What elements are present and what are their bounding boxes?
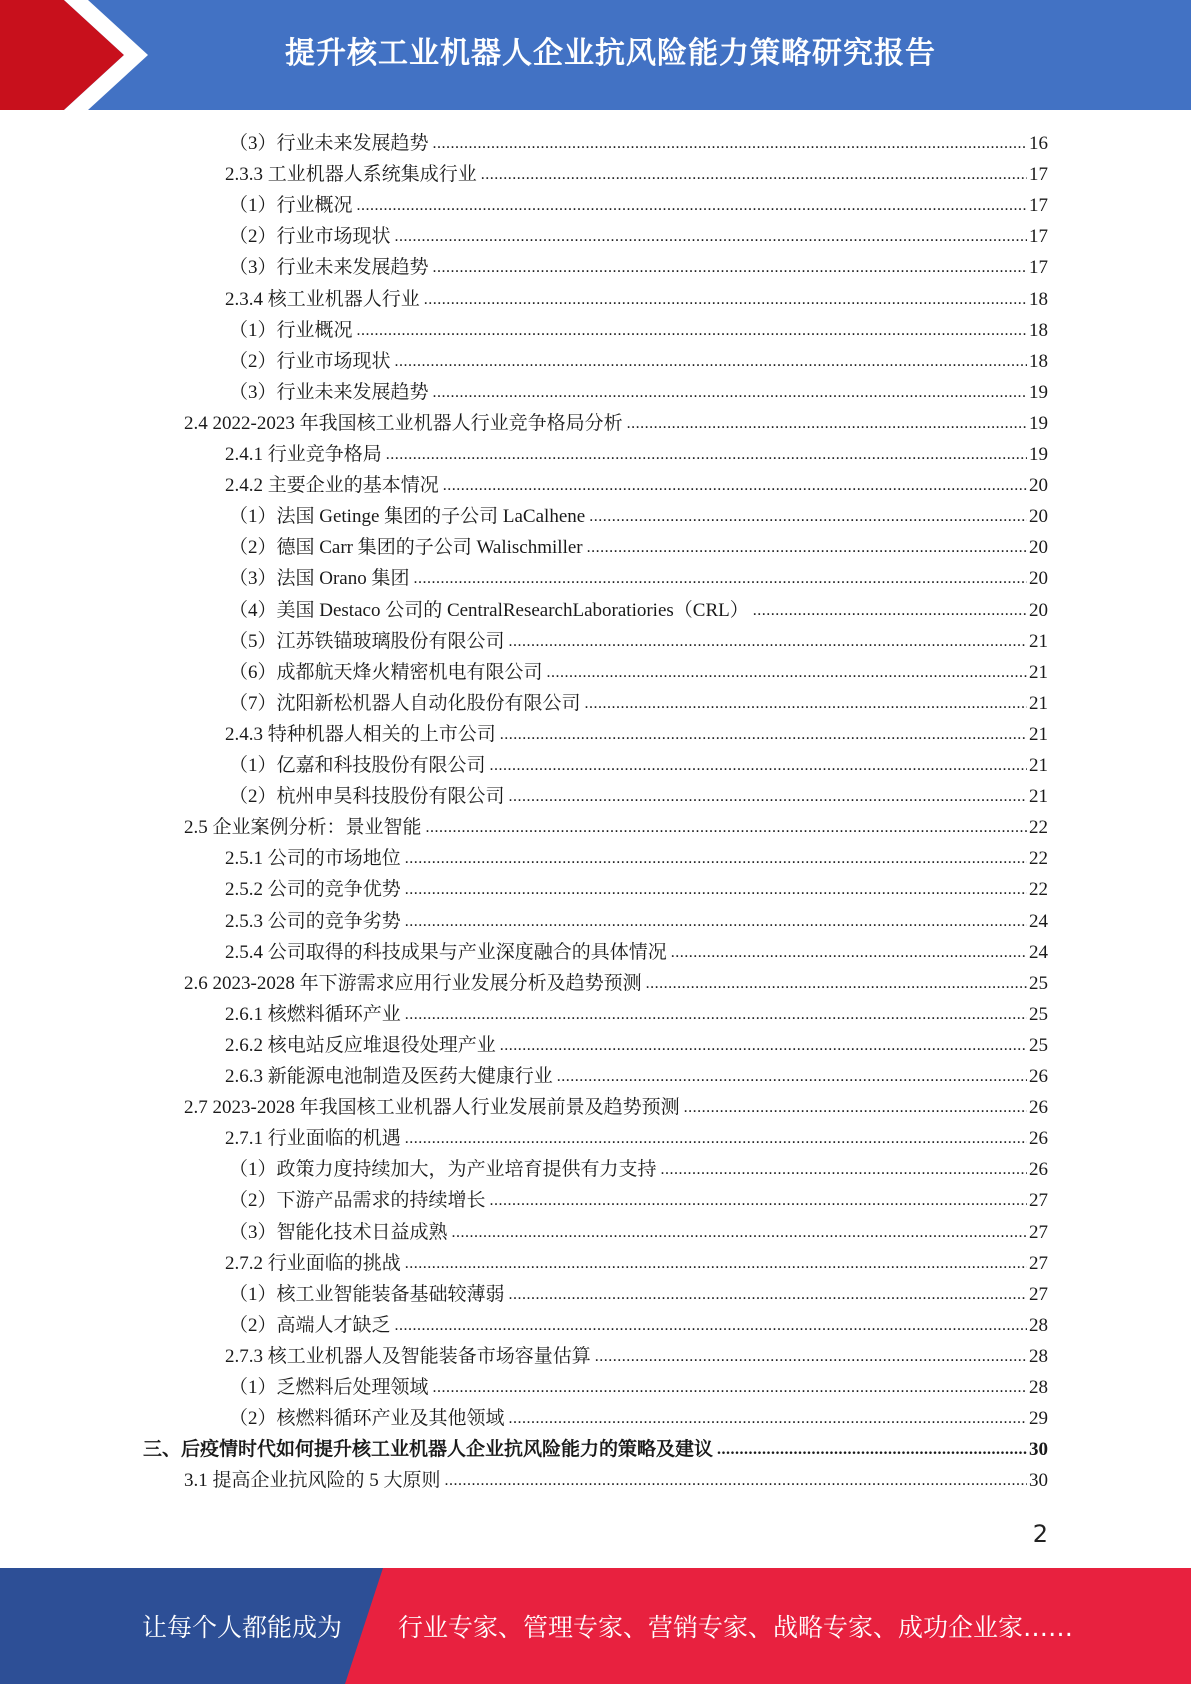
toc-entry-page: 28 [1029, 1345, 1048, 1367]
toc-entry-label: 2.4.3 特种机器人相关的上市公司 [225, 723, 496, 745]
toc-entry-page: 27 [1029, 1283, 1048, 1305]
toc-dot-leader [557, 1061, 1027, 1092]
toc-dot-leader [413, 563, 1027, 594]
toc-entry-label: （2）高端人才缺乏 [229, 1314, 391, 1336]
toc-entry-page: 17 [1029, 164, 1048, 186]
toc-dot-leader [405, 999, 1027, 1030]
toc-entry-page: 19 [1029, 381, 1048, 403]
toc-entry-label: 2.5.1 公司的市场地位 [225, 848, 401, 870]
toc-entry-page: 21 [1029, 723, 1048, 745]
toc-entry-label: 2.4.2 主要企业的基本情况 [225, 475, 439, 497]
toc-dot-leader [395, 1310, 1027, 1341]
toc-entry[interactable] [229, 657, 1048, 688]
toc-entry-page: 21 [1029, 661, 1048, 683]
toc-entry-label: （2）杭州申昊科技股份有限公司 [229, 786, 505, 808]
toc-entry[interactable] [225, 470, 1048, 501]
toc-entry-label: 2.7.1 行业面临的机遇 [225, 1128, 401, 1150]
toc-entry[interactable] [229, 595, 1048, 626]
toc-dot-leader [587, 532, 1027, 563]
toc-entry-label: 2.7 2023-2028 年我国核工业机器人行业发展前景及趋势预测 [184, 1097, 680, 1119]
toc-dot-leader [585, 688, 1027, 719]
toc-entry-label: 2.6.1 核燃料循环产业 [225, 1003, 401, 1025]
toc-entry[interactable] [229, 1185, 1048, 1216]
toc-entry-label: （1）政策力度持续加大，为产业培育提供有力支持 [229, 1159, 657, 1181]
toc-entry-page: 20 [1029, 537, 1048, 559]
toc-entry-page: 27 [1029, 1252, 1048, 1274]
toc-entry-page: 24 [1029, 941, 1048, 963]
toc-entry-label: （5）江苏铁锚玻璃股份有限公司 [229, 630, 505, 652]
toc-entry[interactable] [184, 1465, 1048, 1496]
toc-dot-leader [452, 1217, 1027, 1248]
toc-entry[interactable] [229, 190, 1048, 221]
toc-dot-leader [433, 377, 1027, 408]
toc-entry[interactable] [225, 1123, 1048, 1154]
toc-dot-leader [490, 1185, 1027, 1216]
toc-entry-label: 2.6.3 新能源电池制造及医药大健康行业 [225, 1066, 553, 1087]
toc-entry-page: 22 [1029, 848, 1048, 870]
toc-dot-leader [433, 252, 1027, 283]
toc-entry-page: 26 [1029, 1128, 1048, 1150]
toc-entry[interactable] [225, 906, 1048, 937]
toc-dot-leader [671, 937, 1027, 968]
toc-entry-page: 17 [1029, 226, 1048, 248]
toc-entry-label: 2.6 2023-2028 年下游需求应用行业发展分析及趋势预测 [184, 972, 642, 994]
toc-entry-page: 27 [1029, 1190, 1048, 1212]
toc-entry-label: （3）行业未来发展趋势 [229, 381, 429, 403]
toc-dot-leader [481, 159, 1027, 190]
toc-entry[interactable] [225, 1341, 1048, 1372]
toc-entry-page: 21 [1029, 755, 1048, 776]
toc-entry-page: 29 [1029, 1408, 1048, 1430]
toc-dot-leader [405, 1123, 1027, 1154]
toc-dot-leader [509, 626, 1027, 657]
toc-entry[interactable] [225, 999, 1048, 1030]
toc-entry[interactable] [229, 750, 1048, 781]
toc-dot-leader [405, 843, 1027, 874]
toc-entry[interactable] [229, 315, 1048, 346]
toc-entry-page: 21 [1029, 786, 1048, 808]
toc-dot-leader [509, 1403, 1027, 1434]
toc-dot-leader [509, 1279, 1027, 1310]
toc-dot-leader [684, 1092, 1027, 1123]
toc-entry[interactable] [225, 874, 1048, 905]
toc-entry-label: 2.5 企业案例分析：景业智能 [184, 817, 422, 839]
toc-entry[interactable] [229, 563, 1048, 594]
toc-entry-page: 26 [1029, 1066, 1048, 1087]
toc-entry[interactable] [229, 1279, 1048, 1310]
toc-dot-leader [646, 968, 1027, 999]
toc-entry[interactable] [229, 377, 1048, 408]
toc-entry-page: 30 [1029, 1470, 1048, 1492]
toc-entry-label: （2）核燃料循环产业及其他领域 [229, 1408, 505, 1430]
toc-entry-page: 19 [1029, 444, 1048, 465]
toc-dot-leader [500, 1030, 1027, 1061]
toc-dot-leader [753, 595, 1027, 626]
toc-entry[interactable] [225, 439, 1048, 470]
toc-entry-page: 28 [1029, 1377, 1048, 1398]
toc-dot-leader [357, 315, 1027, 346]
toc-dot-leader [386, 439, 1027, 470]
toc-dot-leader [500, 719, 1027, 750]
toc-entry-label: 3.1 提高企业抗风险的 5 大原则 [184, 1470, 441, 1492]
toc-entry-page: 21 [1029, 692, 1048, 714]
toc-entry-page: 26 [1029, 1097, 1048, 1119]
toc-entry[interactable] [229, 252, 1048, 283]
toc-entry[interactable] [184, 968, 1048, 999]
toc-entry-page: 25 [1029, 1003, 1048, 1025]
toc-entry-label: （3）智能化技术日益成熟 [229, 1221, 448, 1243]
toc-entry-page: 25 [1029, 972, 1048, 994]
toc-dot-leader [717, 1434, 1027, 1465]
toc-dot-leader [509, 781, 1027, 812]
toc-dot-leader [661, 1154, 1027, 1185]
toc-entry[interactable] [229, 1372, 1048, 1403]
toc-entry-label: （1）行业概况 [229, 319, 353, 341]
toc-dot-leader [490, 750, 1027, 781]
toc-entry[interactable] [229, 1403, 1048, 1434]
toc-entry[interactable] [225, 159, 1048, 190]
toc-entry-page: 18 [1029, 319, 1048, 341]
toc-dot-leader [445, 1465, 1027, 1496]
toc-entry[interactable] [184, 408, 1048, 439]
toc-dot-leader [589, 501, 1027, 532]
toc-entry[interactable] [229, 532, 1048, 563]
toc-entry[interactable] [225, 937, 1048, 968]
toc-entry-page: 21 [1029, 630, 1048, 652]
toc-entry[interactable] [229, 501, 1048, 532]
toc-dot-leader [595, 1341, 1027, 1372]
toc-entry-label: 2.7.3 核工业机器人及智能装备市场容量估算 [225, 1345, 591, 1367]
toc-entry-label: （2）德国 Carr 集团的子公司 Walischmiller [229, 537, 583, 559]
toc-dot-leader [433, 128, 1027, 159]
toc-dot-leader [395, 346, 1027, 377]
toc-entry-label: 2.5.4 公司取得的科技成果与产业深度融合的具体情况 [225, 941, 667, 963]
toc-entry-page: 22 [1029, 817, 1048, 839]
toc-entry-page: 28 [1029, 1314, 1048, 1336]
toc-dot-leader [443, 470, 1027, 501]
toc-entry-page: 19 [1029, 412, 1048, 434]
toc-entry-page: 30 [1029, 1439, 1048, 1461]
toc-entry-label: （1）乏燃料后处理领域 [229, 1377, 429, 1398]
toc-entry-page: 20 [1029, 475, 1048, 497]
toc-entry-label: （6）成都航天烽火精密机电有限公司 [229, 661, 543, 683]
toc-entry-page: 26 [1029, 1159, 1048, 1181]
toc-entry[interactable] [229, 221, 1048, 252]
toc-entry[interactable] [184, 812, 1048, 843]
toc-entry-label: 2.4 2022-2023 年我国核工业机器人行业竞争格局分析 [184, 412, 623, 434]
footer-band [0, 1568, 1191, 1684]
toc-entry-page: 24 [1029, 910, 1048, 932]
toc-dot-leader [424, 284, 1027, 315]
toc-entry-label: （3）行业未来发展趋势 [229, 133, 429, 154]
toc-entry[interactable] [225, 1248, 1048, 1279]
toc-entry[interactable] [229, 1217, 1048, 1248]
toc-entry-label: 2.5.2 公司的竞争优势 [225, 879, 401, 901]
toc-entry[interactable] [229, 626, 1048, 657]
toc-entry-page: 22 [1029, 879, 1048, 901]
toc-entry-label: （2）行业市场现状 [229, 350, 391, 372]
toc-entry-label: （2）行业市场现状 [229, 226, 391, 248]
toc-entry-page: 18 [1029, 350, 1048, 372]
toc-entry-label: （1）亿嘉和科技股份有限公司 [229, 755, 486, 776]
toc-entry-label: （1）行业概况 [229, 195, 353, 217]
toc-entry[interactable] [225, 719, 1048, 750]
toc-entry-label: （7）沈阳新松机器人自动化股份有限公司 [229, 692, 581, 714]
toc-entry[interactable] [229, 1154, 1048, 1185]
toc-entry-label: 2.6.2 核电站反应堆退役处理产业 [225, 1034, 496, 1056]
toc-dot-leader [405, 906, 1027, 937]
toc-entry-label: 2.7.2 行业面临的挑战 [225, 1252, 401, 1274]
toc-entry-label: （3）行业未来发展趋势 [229, 257, 429, 279]
toc-entry-label: （4）美国 Destaco 公司的 CentralResearchLaboratiories（CRL） [229, 599, 749, 621]
toc-dot-leader [547, 657, 1027, 688]
document-title: 提升核工业机器人企业抗风险能力策略研究报告 [285, 36, 936, 71]
toc-dot-leader [405, 874, 1027, 905]
toc-entry-label: （1）法国 Getinge 集团的子公司 LaCalhene [229, 506, 586, 528]
toc-entry[interactable] [143, 1434, 1048, 1465]
footer-slogan-left: 让每个人都能成为 [142, 1613, 343, 1642]
toc-entry-page: 18 [1029, 288, 1048, 310]
page-number: 2 [1032, 1520, 1048, 1548]
toc-entry[interactable] [229, 346, 1048, 377]
toc-entry[interactable] [229, 688, 1048, 719]
toc-entry-page: 20 [1029, 506, 1048, 528]
toc-dot-leader [405, 1248, 1027, 1279]
toc-entry-label: 2.4.1 行业竞争格局 [225, 444, 382, 465]
toc-entry[interactable] [229, 128, 1048, 159]
toc-entry-page: 25 [1029, 1034, 1048, 1056]
footer-slogan-right: 行业专家、管理专家、营销专家、战略专家、成功企业家…… [398, 1613, 1074, 1642]
toc-entry[interactable] [225, 843, 1048, 874]
toc-dot-leader [433, 1372, 1027, 1403]
toc-entry-page: 17 [1029, 257, 1048, 279]
toc-dot-leader [395, 221, 1027, 252]
toc-entry-label: （3）法国 Orano 集团 [229, 568, 410, 590]
toc-entry-label: 2.3.4 核工业机器人行业 [225, 288, 420, 310]
toc-entry-label: 2.5.3 公司的竞争劣势 [225, 910, 401, 932]
toc-entry-page: 16 [1029, 133, 1048, 154]
toc-entry-page: 20 [1029, 568, 1048, 590]
toc-entry[interactable] [229, 781, 1048, 812]
toc-entry-label: 2.3.3 工业机器人系统集成行业 [225, 164, 477, 186]
toc-dot-leader [426, 812, 1027, 843]
toc-entry[interactable] [229, 1310, 1048, 1341]
toc-entry[interactable] [225, 284, 1048, 315]
toc-dot-leader [627, 408, 1027, 439]
header-band [0, 0, 1191, 110]
toc-entry[interactable] [184, 1092, 1048, 1123]
toc-entry-label: （2）下游产品需求的持续增长 [229, 1190, 486, 1212]
toc-entry-page: 20 [1029, 599, 1048, 621]
toc-entry[interactable] [225, 1061, 1048, 1092]
toc-entry-label: 三、后疫情时代如何提升核工业机器人企业抗风险能力的策略及建议 [143, 1439, 714, 1461]
toc-entry-page: 27 [1029, 1221, 1048, 1243]
toc-entry-page: 17 [1029, 195, 1048, 217]
toc-entry-label: （1）核工业智能装备基础较薄弱 [229, 1283, 505, 1305]
toc-entry[interactable] [225, 1030, 1048, 1061]
toc-dot-leader [357, 190, 1027, 221]
